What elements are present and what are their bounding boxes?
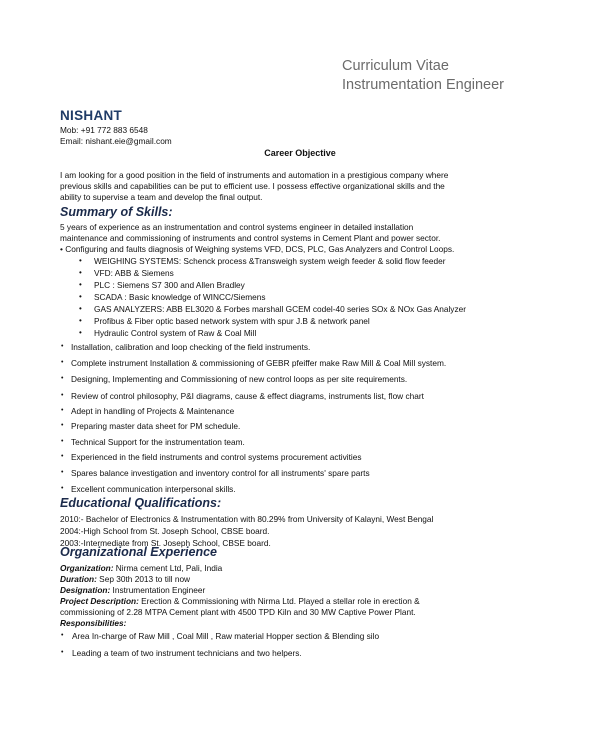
- sub-skill-item: PLC : Siemens S7 300 and Allen Bradley: [94, 280, 245, 290]
- header-subtitle: Instrumentation Engineer: [342, 77, 505, 93]
- sub-skill-item: GAS ANALYZERS: ABB EL3020 & Forbes marshall GCEM codel-40 series SOx & NOx Gas Analyzer: [94, 304, 466, 314]
- skills-title: Summary of Skills:: [60, 205, 173, 219]
- responsibility-item: Area In-charge of Raw Mill , Coal Mill , Raw material Hopper section & Blending silo: [72, 631, 380, 641]
- education-title: Educational Qualifications:: [60, 496, 222, 510]
- designation-line: [60, 585, 205, 595]
- bullet-icon: •: [79, 316, 82, 325]
- bullet-icon: •: [79, 256, 82, 265]
- bullet-icon: •: [61, 649, 64, 656]
- skill-item: Adept in handling of Projects & Maintenance: [71, 406, 235, 416]
- organization-label: Organization:: [60, 563, 114, 573]
- objective-line-2: previous skills and capabilities can be put to efficient use. I possess effective organizational skills and the: [60, 181, 445, 191]
- bullet-icon: •: [61, 469, 64, 476]
- skill-item: Designing, Implementing and Commissioning of new control loops as per site requirements.: [71, 374, 408, 384]
- bullet-icon: •: [79, 280, 82, 289]
- skill-item: Excellent communication interpersonal skills.: [71, 484, 236, 494]
- designation-label: Designation:: [60, 585, 111, 595]
- bullet-icon: •: [61, 359, 64, 366]
- project-label: Project Description:: [60, 596, 139, 606]
- skills-intro-3: • Configuring and faults diagnosis of Weighing systems VFD, DCS, PLC, Gas Analyzers and Control Loops.: [60, 244, 455, 254]
- skill-item: Complete instrument Installation & commissioning of GEBR pfeiffer make Raw Mill & Coal Mill system.: [71, 358, 447, 368]
- bullet-icon: •: [79, 292, 82, 301]
- bullet-icon: •: [61, 438, 64, 445]
- skill-item: Technical Support for the instrumentation team.: [71, 437, 245, 447]
- bullet-icon: •: [61, 453, 64, 460]
- bullet-icon: •: [61, 343, 64, 350]
- organization-value: Nirma cement Ltd, Pali, India: [113, 563, 223, 573]
- education-line: 2003:-Intermediate from St. Joseph School, CBSE board.: [60, 538, 271, 548]
- bullet-icon: •: [61, 632, 64, 639]
- bullet-icon: •: [79, 304, 82, 313]
- header-title: Curriculum Vitae: [342, 58, 449, 74]
- objective-line-1: I am looking for a good position in the field of instruments and automation in a prestigious company where: [60, 170, 449, 180]
- bullet-icon: •: [79, 328, 82, 337]
- bullet-icon: •: [61, 375, 64, 382]
- duration-label: Duration:: [60, 574, 97, 584]
- education-line: 2010:- Bachelor of Electronics & Instrumentation with 80.29% from University of Kalayni, West Bengal: [60, 514, 434, 524]
- bullet-icon: •: [61, 392, 64, 399]
- designation-value: Instrumentation Engineer: [110, 585, 206, 595]
- duration-line: [60, 574, 190, 584]
- mobile-number: Mob: +91 772 883 6548: [60, 125, 148, 135]
- career-objective-title: Career Objective: [264, 148, 336, 158]
- project-line-1: [60, 596, 420, 606]
- duration-value: Sep 30th 2013 to till now: [96, 574, 191, 584]
- responsibilities-label: [60, 618, 126, 628]
- bullet-icon: •: [61, 422, 64, 429]
- skill-item: Spares balance investigation and inventory control for all instruments' spare parts: [71, 468, 370, 478]
- education-line: 2004:-High School from St. Joseph School, CBSE board.: [60, 526, 270, 536]
- organization-line: [60, 563, 222, 573]
- email-address: Email: nishant.eie@gmail.com: [60, 136, 172, 146]
- bullet-icon: •: [61, 407, 64, 414]
- skills-intro-2: maintenance and commissioning of instruments and control systems in Cement Plant and power sector.: [60, 233, 441, 243]
- project-value: Erection & Commissioning with Nirma Ltd. Played a stellar role in erection &: [138, 596, 420, 606]
- project-line-2: commissioning of 2.28 MTPA Cement plant with 4500 TPD Kiln and 30 MW Captive Power Plant.: [60, 607, 416, 617]
- skills-intro-1: 5 years of experience as an instrumentation and control systems engineer in detailed installation: [60, 222, 414, 232]
- candidate-name: NISHANT: [60, 108, 123, 123]
- skill-item: Installation, calibration and loop checking of the field instruments.: [71, 342, 311, 352]
- sub-skill-item: SCADA : Basic knowledge of WINCC/Siemens: [94, 292, 266, 302]
- sub-skill-item: VFD: ABB & Siemens: [94, 268, 174, 278]
- skill-item: Experienced in the field instruments and control systems procurement activities: [71, 452, 362, 462]
- experience-title: Organizational Experience: [60, 545, 217, 559]
- skill-item: Preparing master data sheet for PM schedule.: [71, 421, 241, 431]
- bullet-icon: •: [61, 485, 64, 492]
- sub-skill-item: Profibus & Fiber optic based network system with spur J.B & network panel: [94, 316, 370, 326]
- skill-item: Review of control philosophy, P&I diagrams, cause & effect diagrams, instruments list, flow chart: [71, 391, 424, 401]
- objective-line-3: ability to supervise a team and develop the final output.: [60, 192, 263, 202]
- bullet-icon: •: [79, 268, 82, 277]
- responsibility-item: Leading a team of two instrument technicians and two helpers.: [72, 648, 302, 658]
- sub-skill-item: Hydraulic Control system of Raw & Coal Mill: [94, 328, 257, 338]
- responsibilities-label-text: Responsibilities:: [60, 618, 127, 628]
- sub-skill-item: WEIGHING SYSTEMS: Schenck process &Transweigh system weigh feeder & solid flow feeder: [94, 256, 446, 266]
